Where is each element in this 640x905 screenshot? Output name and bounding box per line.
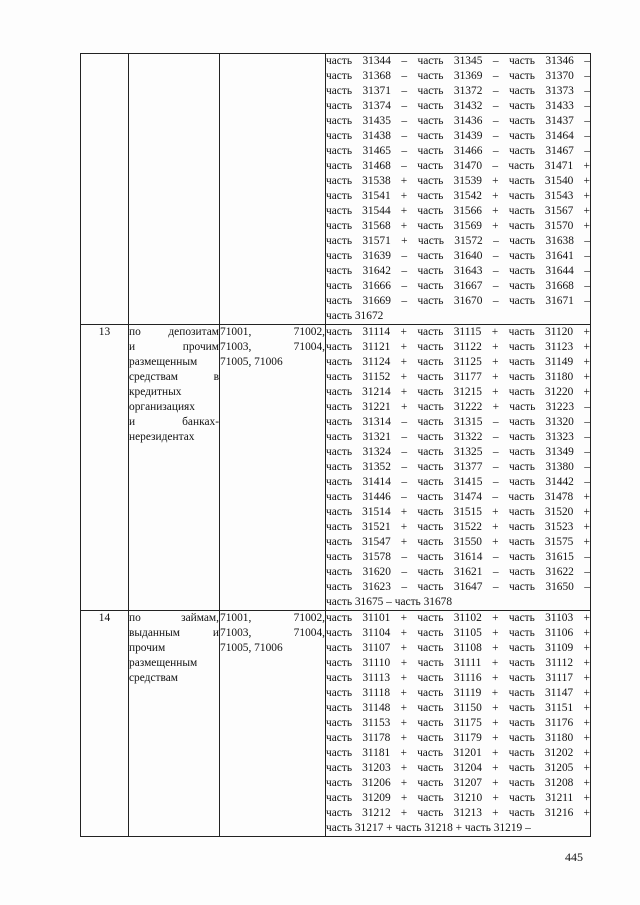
indicator-name-line: размещенным <box>129 356 198 368</box>
account-codes-line: 71003, 71004, <box>220 627 325 639</box>
account-codes-line: 71005, 71006 <box>220 356 283 368</box>
formula-line: часть 31214 + часть 31215 + часть 31220 + <box>326 386 590 398</box>
formula-line: часть 31124 + часть 31125 + часть 31149 + <box>326 356 590 368</box>
formula-line: часть 31203 + часть 31204 + часть 31205 + <box>326 762 590 774</box>
account-codes-line: 71005, 71006 <box>220 642 283 654</box>
formula-line: часть 31669 – часть 31670 – часть 31671 – <box>326 295 590 307</box>
indicator-name-line: и прочим <box>129 341 219 353</box>
account-codes-line: 71001, 71002, <box>220 326 325 338</box>
formula-line: часть 31206 + часть 31207 + часть 31208 + <box>326 777 590 789</box>
formula-line: часть 31178 + часть 31179 + часть 31180 + <box>326 732 590 744</box>
formula-line: часть 31212 + часть 31213 + часть 31216 + <box>326 807 590 819</box>
formula-line: часть 31675 – часть 31678 <box>326 596 453 608</box>
account-codes-line: 71001, 71002, <box>220 612 325 624</box>
indicator-name-line: и банках- <box>129 416 219 428</box>
indicator-name-line: размещенным <box>129 657 198 669</box>
formula-line: часть 31623 – часть 31647 – часть 31650 – <box>326 581 590 593</box>
formula-line: часть 31107 + часть 31108 + часть 31109 + <box>326 642 590 654</box>
formula-line: часть 31547 + часть 31550 + часть 31575 + <box>326 536 590 548</box>
account-codes-cell <box>220 611 326 837</box>
formula-line: часть 31468 – часть 31470 – часть 31471 + <box>326 160 590 172</box>
formula-line: часть 31371 – часть 31372 – часть 31373 – <box>326 85 590 97</box>
formula-line: часть 31148 + часть 31150 + часть 31151 + <box>326 702 590 714</box>
formula-line: часть 31538 + часть 31539 + часть 31540 + <box>326 175 590 187</box>
formula-line: часть 31152 + часть 31177 + часть 31180 + <box>326 371 590 383</box>
indicator-name-line: выданным и <box>129 627 219 639</box>
formula-line: часть 31374 – часть 31432 – часть 31433 – <box>326 100 590 112</box>
formula-cell <box>326 325 591 611</box>
formula-line: часть 31438 – часть 31439 – часть 31464 – <box>326 130 590 142</box>
indicator-name-line: по займам, <box>129 612 219 624</box>
formula-line: часть 31121 + часть 31122 + часть 31123 + <box>326 341 590 353</box>
page-number: 445 <box>565 850 583 864</box>
formula-line: часть 31324 – часть 31325 – часть 31349 – <box>326 446 590 458</box>
formula-line: часть 31541 + часть 31542 + часть 31543 + <box>326 190 590 202</box>
formula-line: часть 31101 + часть 31102 + часть 31103 + <box>326 612 590 624</box>
formula-line: часть 31642 – часть 31643 – часть 31644 – <box>326 265 590 277</box>
indicator-name-line: нерезидентах <box>129 431 195 443</box>
indicator-name-cell <box>129 611 220 837</box>
formula-line: часть 31118 + часть 31119 + часть 31147 + <box>326 687 590 699</box>
table-row <box>81 54 591 325</box>
formula-line: часть 31352 – часть 31377 – часть 31380 – <box>326 461 590 473</box>
formula-line: часть 31544 + часть 31566 + часть 31567 + <box>326 205 590 217</box>
formula-line: часть 31321 – часть 31322 – часть 31323 – <box>326 431 590 443</box>
formula-line: часть 31209 + часть 31210 + часть 31211 + <box>326 792 590 804</box>
formula-line: часть 31568 + часть 31569 + часть 31570 + <box>326 220 590 232</box>
formula-line: часть 31514 + часть 31515 + часть 31520 + <box>326 506 590 518</box>
formula-cell <box>326 54 591 325</box>
formula-line: часть 31521 + часть 31522 + часть 31523 + <box>326 521 590 533</box>
formula-line: часть 31465 – часть 31466 – часть 31467 – <box>326 145 590 157</box>
indicator-name-cell <box>129 54 220 325</box>
formula-line: часть 31344 – часть 31345 – часть 31346 – <box>326 55 590 67</box>
formula-line: часть 31181 + часть 31201 + часть 31202 + <box>326 747 590 759</box>
formula-line: часть 31435 – часть 31436 – часть 31437 – <box>326 115 590 127</box>
row-number <box>81 54 129 325</box>
table-row <box>81 325 591 611</box>
formula-line: часть 31113 + часть 31116 + часть 31117 + <box>326 672 590 684</box>
formula-line: часть 31368 – часть 31369 – часть 31370 – <box>326 70 590 82</box>
formula-line: часть 31217 + часть 31218 + часть 31219 – <box>326 822 531 834</box>
formula-line: часть 31114 + часть 31115 + часть 31120 + <box>326 326 590 338</box>
indicator-name-cell <box>129 325 220 611</box>
accounts-table <box>80 53 591 837</box>
formula-line: часть 31666 – часть 31667 – часть 31668 – <box>326 280 590 292</box>
formula-line: часть 31110 + часть 31111 + часть 31112 + <box>326 657 590 669</box>
account-codes-line: 71003, 71004, <box>220 341 325 353</box>
row-number: 14 <box>81 611 129 837</box>
formula-line: часть 31578 – часть 31614 – часть 31615 – <box>326 551 590 563</box>
formula-line: часть 31620 – часть 31621 – часть 31622 – <box>326 566 590 578</box>
indicator-name-line: средствам в <box>129 371 219 383</box>
account-codes-cell <box>220 325 326 611</box>
formula-line: часть 31104 + часть 31105 + часть 31106 + <box>326 627 590 639</box>
indicator-name-line: по депозитам <box>129 326 219 338</box>
formula-line: часть 31571 + часть 31572 – часть 31638 – <box>326 235 590 247</box>
formula-line: часть 31414 – часть 31415 – часть 31442 – <box>326 476 590 488</box>
account-codes-cell <box>220 54 326 325</box>
formula-cell <box>326 611 591 837</box>
indicator-name-line: организациях <box>129 401 195 413</box>
row-number: 13 <box>81 325 129 611</box>
indicator-name-line: средствам <box>129 672 178 684</box>
indicator-name-line: прочим <box>129 642 166 654</box>
formula-line: часть 31639 – часть 31640 – часть 31641 – <box>326 250 590 262</box>
formula-line: часть 31672 <box>326 310 384 322</box>
formula-line: часть 31221 + часть 31222 + часть 31223 – <box>326 401 590 413</box>
formula-line: часть 31314 – часть 31315 – часть 31320 – <box>326 416 590 428</box>
formula-line: часть 31446 – часть 31474 – часть 31478 + <box>326 491 590 503</box>
indicator-name-line: кредитных <box>129 386 182 398</box>
formula-line: часть 31153 + часть 31175 + часть 31176 + <box>326 717 590 729</box>
table-row <box>81 611 591 837</box>
